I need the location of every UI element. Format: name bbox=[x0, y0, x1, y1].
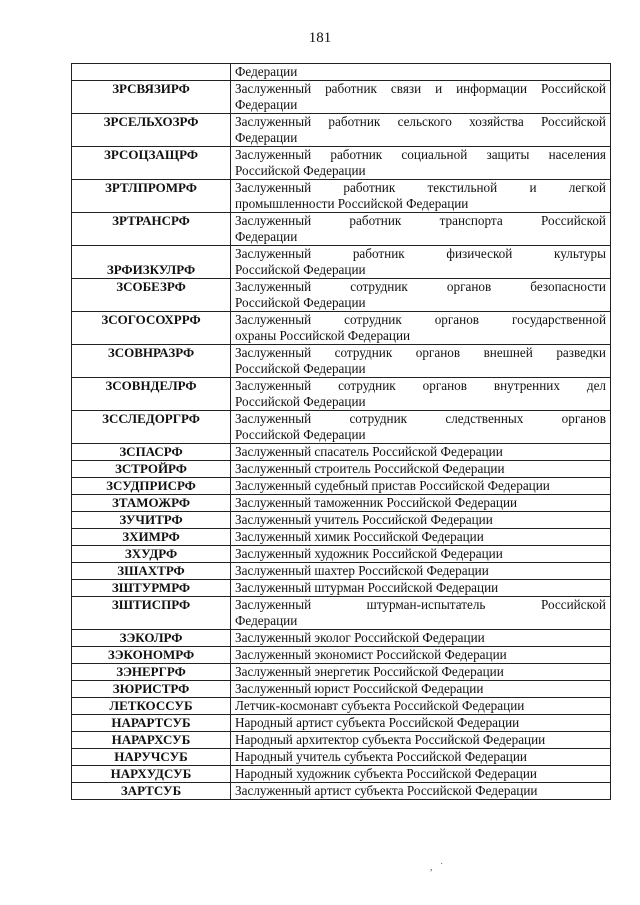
award-title bbox=[231, 213, 611, 246]
award-title-line: Федерации bbox=[235, 130, 298, 145]
award-title bbox=[231, 64, 611, 81]
awards-code-table bbox=[71, 63, 611, 800]
table-row bbox=[72, 411, 611, 444]
table-row bbox=[72, 783, 611, 800]
award-title-line: Заслуженный энергетик Российской Федерации bbox=[235, 664, 504, 679]
table-row bbox=[72, 444, 611, 461]
award-title-line: Российской Федерации bbox=[235, 163, 366, 178]
award-title-line: Летчик-космонавт субъекта Российской Федерации bbox=[235, 698, 525, 713]
award-code: ЗСПАСРФ bbox=[72, 444, 231, 461]
table-row bbox=[72, 81, 611, 114]
award-title-line: Заслуженный штурман Российской Федерации bbox=[235, 580, 499, 595]
award-code: ЗШТУРМРФ bbox=[72, 580, 231, 597]
table-row bbox=[72, 749, 611, 766]
award-code: ЗУЧИТРФ bbox=[72, 512, 231, 529]
award-title-line: Заслуженный юрист Российской Федерации bbox=[235, 681, 484, 696]
award-code: ЗСОГОСОХРРФ bbox=[72, 312, 231, 345]
award-code: ЗСТРОЙРФ bbox=[72, 461, 231, 478]
award-title-line: Российской Федерации bbox=[235, 295, 366, 310]
table-row bbox=[72, 512, 611, 529]
award-title-line: Заслуженный сотрудник следственных органов bbox=[235, 411, 606, 426]
award-title-line: Народный художник субъекта Российской Федерации bbox=[235, 766, 537, 781]
award-title-line: охраны Российской Федерации bbox=[235, 328, 411, 343]
award-title-line: Заслуженный эколог Российской Федерации bbox=[235, 630, 485, 645]
award-code: ЗССЛЕДОРГРФ bbox=[72, 411, 231, 444]
table-row bbox=[72, 630, 611, 647]
award-title-line: Заслуженный судебный пристав Российской Федерации bbox=[235, 478, 550, 493]
award-title-line: Заслуженный сотрудник органов безопасности bbox=[235, 279, 606, 294]
award-title bbox=[231, 461, 611, 478]
award-code: ЗШТИСПРФ bbox=[72, 597, 231, 630]
table-row bbox=[72, 732, 611, 749]
award-code: ЗЭКОЛРФ bbox=[72, 630, 231, 647]
award-code: ЗАРТСУБ bbox=[72, 783, 231, 800]
award-code: ЗСОБЕЗРФ bbox=[72, 279, 231, 312]
award-code: ЛЕТКОССУБ bbox=[72, 698, 231, 715]
table-row bbox=[72, 345, 611, 378]
table-row bbox=[72, 147, 611, 180]
award-title-line: Заслуженный шахтер Российской Федерации bbox=[235, 563, 489, 578]
award-title bbox=[231, 495, 611, 512]
award-title bbox=[231, 312, 611, 345]
award-code: ЗСОВНДЕЛРФ bbox=[72, 378, 231, 411]
award-code bbox=[72, 64, 231, 81]
table-row bbox=[72, 495, 611, 512]
award-code: ЗРФИЗКУЛРФ bbox=[72, 246, 231, 279]
table-row bbox=[72, 597, 611, 630]
award-code: ЗШАХТРФ bbox=[72, 563, 231, 580]
award-title bbox=[231, 681, 611, 698]
award-title bbox=[231, 783, 611, 800]
award-code: ЗРТЛПРОМРФ bbox=[72, 180, 231, 213]
award-title-line: Российской Федерации bbox=[235, 427, 366, 442]
award-title-line: Заслуженный спасатель Российской Федерации bbox=[235, 444, 503, 459]
award-code: ЗРСОЦЗАЩРФ bbox=[72, 147, 231, 180]
award-title bbox=[231, 345, 611, 378]
award-code: ЗЭКОНОМРФ bbox=[72, 647, 231, 664]
table-row bbox=[72, 213, 611, 246]
award-title-line: Заслуженный художник Российской Федерации bbox=[235, 546, 503, 561]
award-title bbox=[231, 580, 611, 597]
table-row bbox=[72, 580, 611, 597]
award-title bbox=[231, 749, 611, 766]
table-row bbox=[72, 312, 611, 345]
award-title-line: Народный архитектор субъекта Российской Федерации bbox=[235, 732, 546, 747]
award-title bbox=[231, 478, 611, 495]
table-row bbox=[72, 715, 611, 732]
award-title-line: Заслуженный сотрудник органов государственной bbox=[235, 312, 606, 327]
award-title-line: Заслуженный работник сельского хозяйства Российской bbox=[235, 114, 606, 129]
scan-specks: , ˙ bbox=[430, 862, 444, 873]
award-code: НАРХУДСУБ bbox=[72, 766, 231, 783]
award-title bbox=[231, 732, 611, 749]
table-row bbox=[72, 246, 611, 279]
award-title bbox=[231, 444, 611, 461]
award-code: НАРУЧСУБ bbox=[72, 749, 231, 766]
award-title bbox=[231, 279, 611, 312]
award-title bbox=[231, 597, 611, 630]
award-title bbox=[231, 715, 611, 732]
award-title bbox=[231, 647, 611, 664]
award-title-line: Федерации bbox=[235, 229, 298, 244]
table-body bbox=[72, 64, 611, 800]
award-title-line: Заслуженный штурман-испытатель Российской bbox=[235, 597, 606, 612]
award-title-line: Российской Федерации bbox=[235, 361, 366, 376]
table-row bbox=[72, 698, 611, 715]
award-code: ЗРТРАНСРФ bbox=[72, 213, 231, 246]
award-title-line: Федерации bbox=[235, 97, 298, 112]
table-row bbox=[72, 378, 611, 411]
award-title bbox=[231, 246, 611, 279]
award-title bbox=[231, 766, 611, 783]
award-title-line: Российской Федерации bbox=[235, 394, 366, 409]
award-title bbox=[231, 698, 611, 715]
award-title-line: Заслуженный работник текстильной и легкой bbox=[235, 180, 606, 195]
table-row bbox=[72, 64, 611, 81]
award-code: ЗХИМРФ bbox=[72, 529, 231, 546]
award-code: ЗХУДРФ bbox=[72, 546, 231, 563]
award-title bbox=[231, 563, 611, 580]
award-title-line: Российской Федерации bbox=[235, 262, 366, 277]
award-title bbox=[231, 378, 611, 411]
award-title bbox=[231, 512, 611, 529]
award-code: НАРАРХСУБ bbox=[72, 732, 231, 749]
award-code: ЗТАМОЖРФ bbox=[72, 495, 231, 512]
table-row bbox=[72, 529, 611, 546]
award-code: ЗСОВНРАЗРФ bbox=[72, 345, 231, 378]
award-title bbox=[231, 147, 611, 180]
award-title-line: Заслуженный сотрудник органов внешней разведки bbox=[235, 345, 606, 360]
award-code: ЗРСЕЛЬХОЗРФ bbox=[72, 114, 231, 147]
award-title-line: Заслуженный работник транспорта Российской bbox=[235, 213, 606, 228]
award-title-line: Федерации bbox=[235, 613, 298, 628]
table-row bbox=[72, 279, 611, 312]
table-row bbox=[72, 461, 611, 478]
award-title bbox=[231, 529, 611, 546]
table-row bbox=[72, 478, 611, 495]
award-title-line: Народный учитель субъекта Российской Федерации bbox=[235, 749, 527, 764]
table-row bbox=[72, 664, 611, 681]
table-row bbox=[72, 766, 611, 783]
award-title-line: Заслуженный экономист Российской Федерации bbox=[235, 647, 507, 662]
award-title bbox=[231, 114, 611, 147]
table-row bbox=[72, 681, 611, 698]
page-number: 181 bbox=[308, 30, 332, 46]
award-title-line: Заслуженный артист субъекта Российской Федерации bbox=[235, 783, 538, 798]
award-title-line: Заслуженный химик Российской Федерации bbox=[235, 529, 484, 544]
award-title bbox=[231, 664, 611, 681]
award-title bbox=[231, 180, 611, 213]
award-title-line: Заслуженный строитель Российской Федерации bbox=[235, 461, 505, 476]
award-title-line: Заслуженный работник социальной защиты населения bbox=[235, 147, 606, 162]
table-row bbox=[72, 563, 611, 580]
award-title-line: Народный артист субъекта Российской Федерации bbox=[235, 715, 520, 730]
award-title-line: Заслуженный работник связи и информации Российской bbox=[235, 81, 606, 96]
award-title-line: Заслуженный таможенник Российской Федерации bbox=[235, 495, 518, 510]
award-code: ЗСУДПРИСРФ bbox=[72, 478, 231, 495]
table-row bbox=[72, 180, 611, 213]
table-row bbox=[72, 114, 611, 147]
award-code: ЗРСВЯЗИРФ bbox=[72, 81, 231, 114]
table-row bbox=[72, 647, 611, 664]
award-title bbox=[231, 411, 611, 444]
award-title bbox=[231, 81, 611, 114]
award-title-line: промышленности Российской Федерации bbox=[235, 196, 469, 211]
award-title bbox=[231, 630, 611, 647]
award-title-line: Заслуженный работник физической культуры bbox=[235, 246, 606, 261]
award-title-line: Заслуженный сотрудник органов внутренних дел bbox=[235, 378, 606, 393]
award-title-line: Федерации bbox=[235, 64, 298, 79]
award-title-line: Заслуженный учитель Российской Федерации bbox=[235, 512, 493, 527]
award-code: ЗЮРИСТРФ bbox=[72, 681, 231, 698]
award-code: ЗЭНЕРГРФ bbox=[72, 664, 231, 681]
award-title bbox=[231, 546, 611, 563]
table-row bbox=[72, 546, 611, 563]
award-code: НАРАРТСУБ bbox=[72, 715, 231, 732]
